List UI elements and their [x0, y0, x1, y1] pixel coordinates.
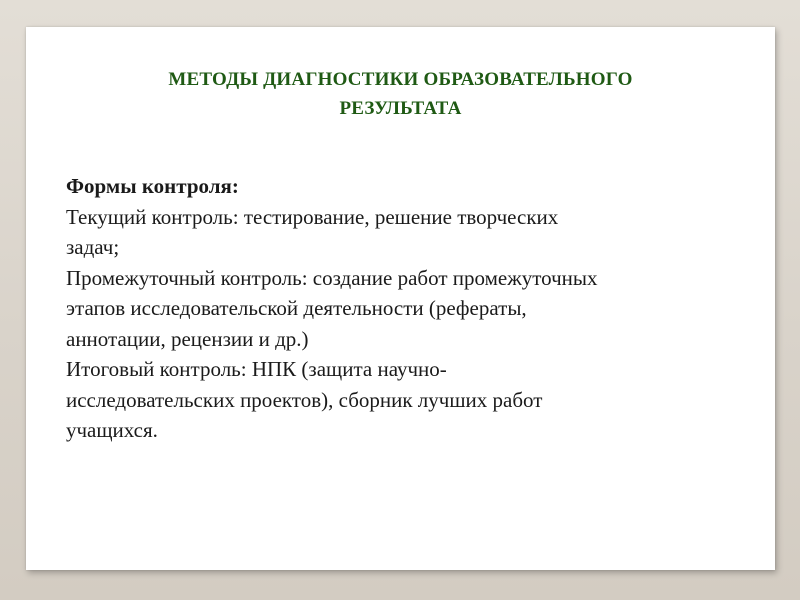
body-line: Итоговый контроль: НПК (защита научно- [66, 357, 447, 381]
slide-card [26, 27, 775, 570]
slide-title [46, 65, 755, 123]
slide-body [66, 171, 756, 446]
body-line: этапов исследовательской деятельности (рефераты, [66, 296, 527, 320]
body-line: Промежуточный контроль: создание работ промежуточных [66, 265, 598, 290]
body-line: учащихся. [66, 418, 158, 442]
forms-of-control-heading: Формы контроля: [66, 174, 239, 198]
body-line: аннотации, рецензии и др.) [66, 326, 309, 351]
body-line: Текущий контроль: тестирование, решение творческих [66, 204, 559, 229]
slide-title-line-2: РЕЗУЛЬТАТА [339, 98, 462, 119]
body-line: задач; [66, 235, 120, 259]
body-line: исследовательских проектов), сборник лучших работ [66, 387, 543, 412]
slide-title-line-1: МЕТОДЫ ДИАГНОСТИКИ ОБРАЗОВАТЕЛЬНОГО [168, 69, 633, 90]
